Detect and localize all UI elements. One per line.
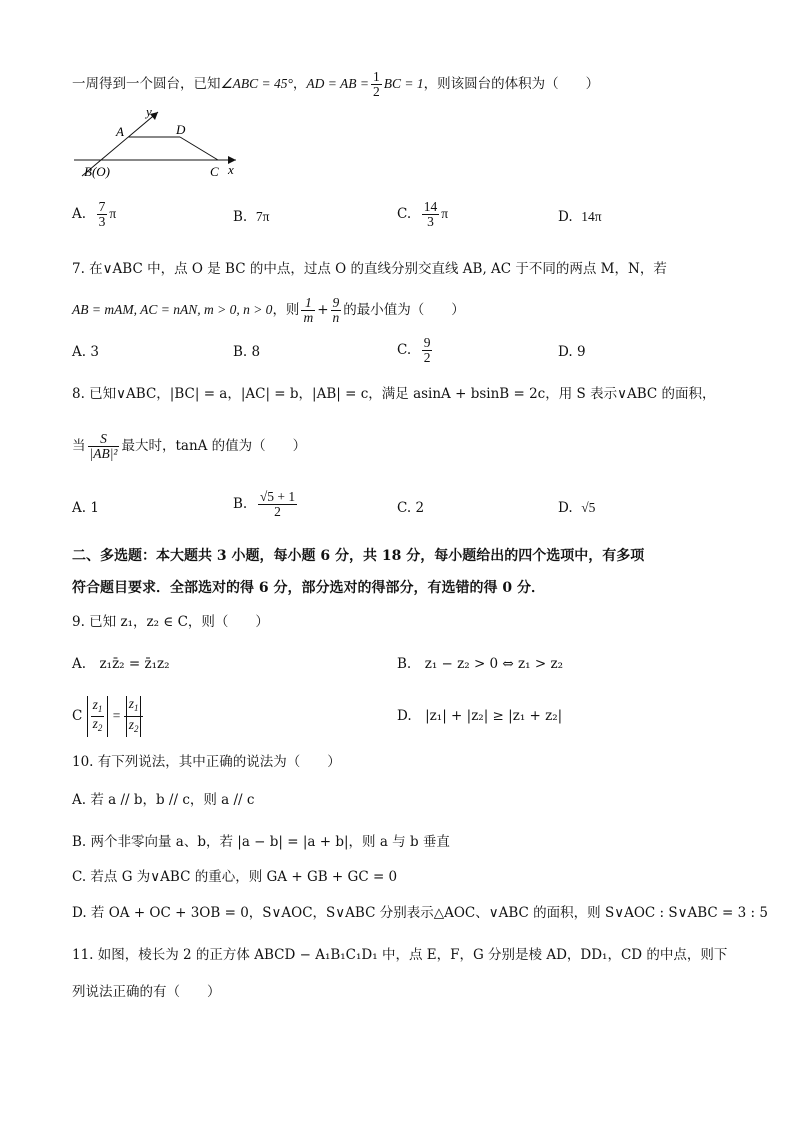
q10-option-a: A. 若 a // b，b // c，则 a // c <box>72 792 255 808</box>
q6-option-a: A. $\frac{7}{3}$ π <box>72 199 117 229</box>
q7-option-c: C. $\frac{9}{2}$ <box>397 335 431 365</box>
fig-label-d: D <box>176 122 186 137</box>
q6-line1: 一周得到一个圆台，已知∠ABC = 45°，AD = AB = $\frac{1}{2}$ BC = 1，则该圆台的体积为（ ） <box>72 69 600 99</box>
fig-label-bo: B(O) <box>84 164 110 179</box>
q10-stem: 10. 有下列说法，其中正确的说法为（ ） <box>72 754 341 770</box>
q6-option-c: C. $\frac{14}{3}$ π <box>397 199 449 229</box>
q9-stem: 9. 已知 z₁，z₂ ∈ C，则（ ） <box>72 614 269 630</box>
q7-line1: 7. 在∨ABC 中，点 O 是 BC 的中点，过点 O 的直线分别交直线 AB, AC 于不同的两点 M，N，若 <box>72 261 667 277</box>
q8-option-b: B. $\frac{√5 + 1}{2}$ <box>233 489 296 519</box>
q7-line2: AB = mAM, AC = nAN, m > 0, n > 0，则 $\frac{1}{m}$ + $\frac{9}{n}$ 的最小值为（ ） <box>72 295 465 325</box>
fig-label-y: y <box>146 104 152 119</box>
q7-option-d: D. 9 <box>558 344 586 360</box>
q8-line2: 当 $\frac{S}{\text{|AB|²}}$ 最大时，tanA 的值为（ ） <box>72 431 307 461</box>
q9-option-c: C $\frac{z_1}{z_2}$ = $\frac{z_1}{z_2}$ <box>72 696 143 737</box>
q8-option-d: D. √5 <box>558 500 596 516</box>
q7-option-a: A. 3 <box>72 344 99 360</box>
fig-label-a: A <box>116 124 124 139</box>
section2-line2: 符合题目要求．全部选对的得 6 分，部分选对的得部分，有选错的得 0 分． <box>72 580 545 596</box>
q9-option-d: D. |z₁| + |z₂| ≥ |z₁ + z₂| <box>397 708 563 724</box>
q8-line1: 8. 已知∨ABC，|BC| = a，|AC| = b，|AB| = c，满足 asinA + bsinB = 2c，用 S 表示∨ABC 的面积， <box>72 386 716 402</box>
q10-option-b: B. 两个非零向量 a、b，若 |a − b| = |a + b|，则 a 与 b 垂直 <box>72 834 450 850</box>
q9-option-b: B. z₁ − z₂ > 0 ⇔ z₁ > z₂ <box>397 656 563 672</box>
q10-option-d: D. 若 OA + OC + 3OB = 0，S∨AOC，S∨ABC 分别表示△AOC、∨ABC 的面积，则 S∨AOC : S∨ABC = 3 : 5 <box>72 905 768 921</box>
q11-line2: 列说法正确的有（ ） <box>72 984 221 1000</box>
q11-line1: 11. 如图，棱长为 2 的正方体 ABCD − A₁B₁C₁D₁ 中，点 E，F，G 分别是棱 AD，DD₁，CD 的中点，则下 <box>72 947 728 963</box>
q6-option-b: B. 7π <box>233 209 270 225</box>
fig-label-c: C <box>210 164 219 179</box>
fig-label-x: x <box>228 162 234 177</box>
q6-frac: $\frac{1}{2}$ <box>372 69 380 99</box>
q8-option-a: A. 1 <box>72 500 99 516</box>
q10-option-c: C. 若点 G 为∨ABC 的重心，则 GA + GB + GC = 0 <box>72 869 398 885</box>
q6-figure <box>70 104 250 184</box>
q6-option-d: D. 14π <box>558 209 602 225</box>
section2-line1: 二、多选题：本大题共 3 小题，每小题 6 分，共 18 分，每小题给出的四个选项中，有多项 <box>72 548 645 564</box>
q8-option-c: C. 2 <box>397 500 425 516</box>
q9-option-a: A. z₁z̄₂ = z̄₁z₂ <box>72 656 170 672</box>
q7-option-b: B. 8 <box>233 344 261 360</box>
